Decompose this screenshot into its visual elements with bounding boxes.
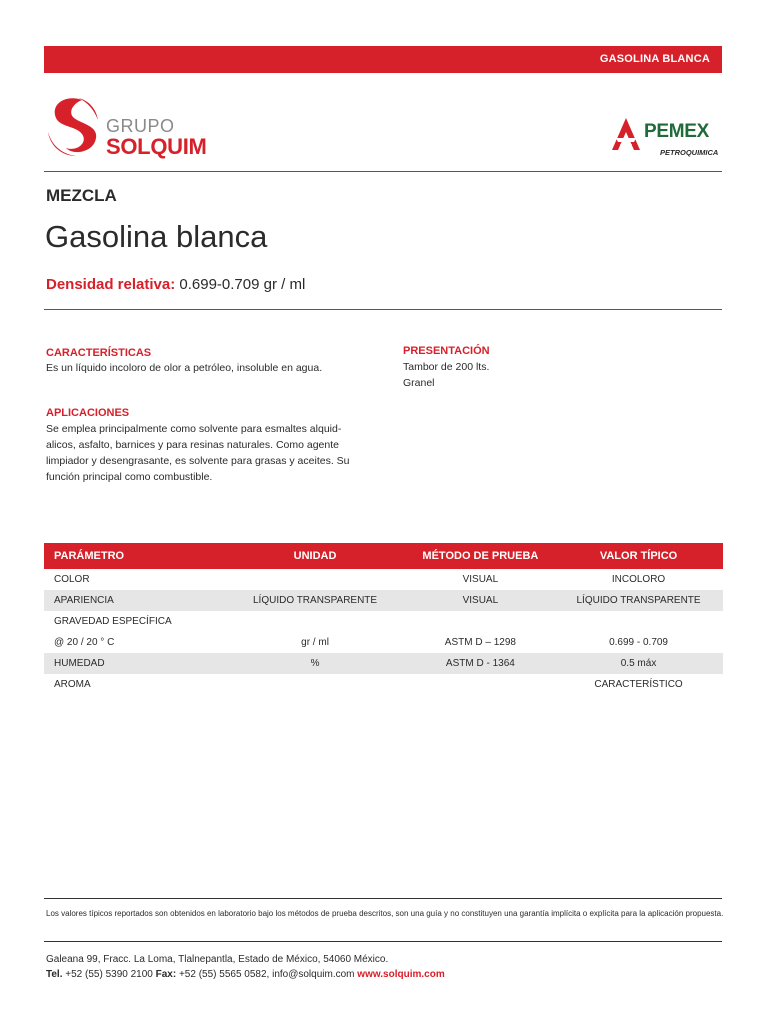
footer-divider-top bbox=[44, 898, 722, 899]
applications-line: Se emplea principalmente como solvente para esmaltes alquid- bbox=[46, 423, 342, 435]
applications-line: función principal como combustible. bbox=[46, 471, 213, 483]
applications-line: alicos, asfalto, barnices y para resinas naturales. Como agente bbox=[46, 439, 339, 451]
applications-text bbox=[46, 421, 366, 485]
table-row bbox=[44, 590, 723, 611]
disclaimer-text: Los valores típicos reportados son obtenidos en laboratorio bajo los métodos de prueba descritos, son una guía y no constituyen una garantía implícita o explícita para la aplicación propuesta. bbox=[46, 909, 724, 918]
table-row bbox=[44, 674, 723, 695]
fax-label: Fax: bbox=[155, 969, 177, 980]
table-cell: @ 20 / 20 ° C bbox=[54, 637, 115, 648]
presentation-heading: PRESENTACIÓN bbox=[403, 345, 490, 357]
table-cell bbox=[407, 674, 554, 695]
website-link[interactable]: www.solquim.com bbox=[357, 969, 445, 980]
tel-label: Tel. bbox=[46, 969, 63, 980]
presentation-text bbox=[403, 359, 489, 391]
header-valor: VALOR TÍPICO bbox=[554, 543, 723, 569]
table-cell bbox=[223, 611, 406, 632]
table-cell: gr / ml bbox=[301, 637, 329, 648]
presentation-line: Tambor de 200 lts. bbox=[403, 361, 490, 373]
table-cell: ASTM D - 1364 bbox=[407, 653, 554, 674]
table-header-row bbox=[44, 543, 723, 569]
contact-block bbox=[46, 952, 445, 982]
presentation-line: Granel bbox=[403, 377, 435, 389]
table-cell: HUMEDAD bbox=[44, 653, 223, 674]
table-cell: APARIENCIA bbox=[44, 590, 223, 611]
density-line bbox=[46, 276, 305, 293]
characteristics-text: Es un líquido incoloro de olor a petróleo, insoluble en agua. bbox=[46, 362, 323, 374]
logo-grupo-text: GRUPO bbox=[106, 116, 175, 136]
table-cell bbox=[223, 569, 406, 590]
petroquimica-text: PETROQUIMICA bbox=[660, 148, 719, 157]
footer-divider-bottom bbox=[44, 941, 722, 942]
table-cell: LÍQUIDO TRANSPARENTE bbox=[554, 590, 723, 611]
solquim-swirl-icon bbox=[44, 96, 104, 158]
solquim-logo bbox=[44, 96, 244, 158]
table-row bbox=[44, 653, 723, 674]
tel-number: +52 (55) 5390 2100 bbox=[65, 969, 153, 980]
table-row bbox=[44, 632, 723, 653]
table-cell: % bbox=[223, 653, 406, 674]
header-parametro: PARÁMETRO bbox=[44, 543, 223, 569]
logo-solquim-text: SOLQUIM bbox=[106, 134, 207, 159]
table-cell bbox=[223, 674, 406, 695]
pemex-text: PEMEX bbox=[644, 121, 710, 142]
table-cell: INCOLORO bbox=[611, 574, 666, 585]
phone-line bbox=[46, 967, 445, 982]
characteristics-heading: CARACTERÍSTICAS bbox=[46, 347, 152, 359]
table-row bbox=[44, 569, 723, 590]
table-cell: AROMA bbox=[54, 679, 91, 690]
table-cell: ASTM D – 1298 bbox=[444, 637, 516, 648]
top-banner bbox=[44, 46, 722, 73]
table-row bbox=[44, 611, 723, 632]
header-unidad: UNIDAD bbox=[223, 543, 406, 569]
pemex-eagle-icon bbox=[608, 116, 644, 152]
header-divider bbox=[44, 171, 722, 172]
table-cell: VISUAL bbox=[407, 590, 554, 611]
pemex-logo bbox=[606, 112, 724, 162]
table-cell: CARACTERÍSTICO bbox=[594, 679, 683, 690]
section-divider bbox=[44, 309, 722, 310]
table-cell: 0.699 - 0.709 bbox=[609, 637, 668, 648]
density-value: 0.699-0.709 gr / ml bbox=[179, 276, 306, 293]
table-cell bbox=[407, 611, 554, 632]
table-cell: VISUAL bbox=[462, 574, 499, 585]
table-cell: COLOR bbox=[54, 574, 90, 585]
table-cell: GRAVEDAD ESPECÍFICA bbox=[54, 616, 172, 627]
header-metodo: MÉTODO DE PRUEBA bbox=[407, 543, 554, 569]
product-title: Gasolina blanca bbox=[45, 219, 268, 254]
address-line: Galeana 99, Fracc. La Loma, Tlalnepantla, Estado de México, 54060 México. bbox=[46, 954, 389, 965]
applications-line: limpiador y desengrasante, es solvente para grasas y aceites. Su bbox=[46, 455, 350, 467]
table-cell bbox=[554, 611, 723, 632]
fax-number: +52 (55) 5565 0582, info@solquim.com bbox=[178, 969, 355, 980]
table-cell: 0.5 máx bbox=[554, 653, 723, 674]
specs-table bbox=[44, 543, 723, 695]
product-kind: MEZCLA bbox=[46, 186, 117, 205]
table-cell: LÍQUIDO TRANSPARENTE bbox=[223, 590, 406, 611]
product-tag: GASOLINA BLANCA bbox=[599, 53, 710, 65]
applications-heading: APLICACIONES bbox=[46, 407, 130, 419]
density-label: Densidad relativa: bbox=[46, 276, 176, 293]
